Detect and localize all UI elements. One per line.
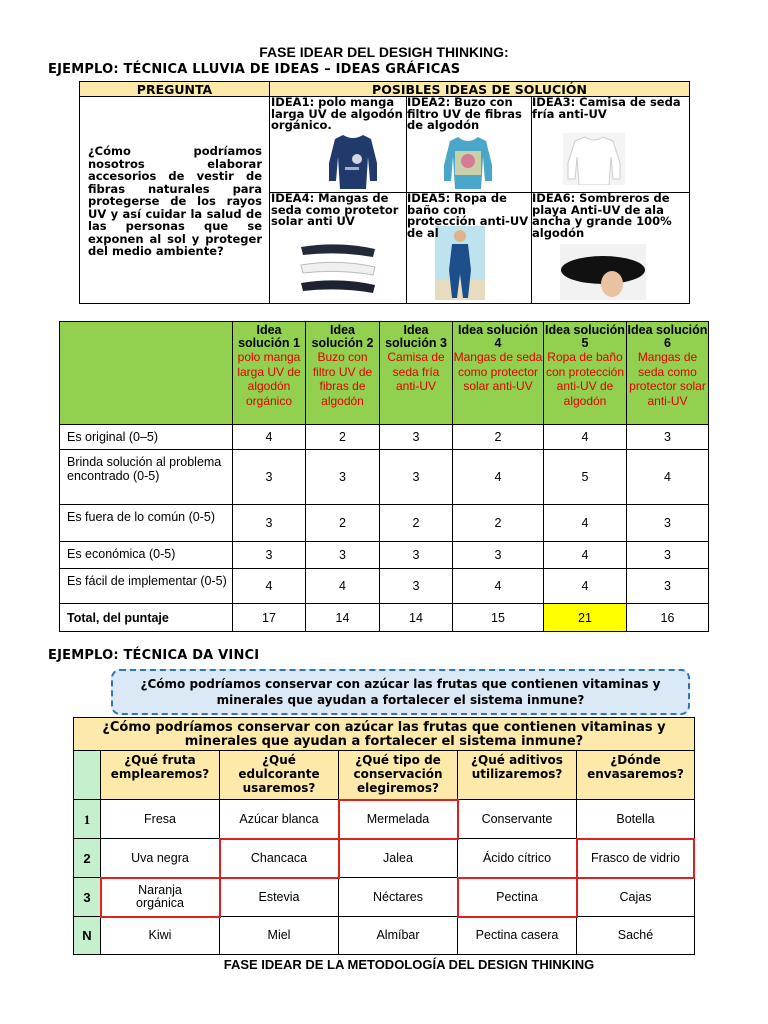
option-cell: Jalea — [339, 839, 458, 878]
row-index: 3 — [74, 878, 101, 917]
score-cell: 3 — [627, 505, 709, 542]
score-cell: 4 — [627, 450, 709, 505]
idea-6 — [532, 193, 689, 303]
sleeves-image — [299, 239, 377, 301]
option-cell: Néctares — [339, 878, 458, 917]
row-index: N — [74, 917, 101, 954]
idea-2-text: IDEA2: Buzo con filtro UV de fibras de algodón — [407, 97, 522, 132]
idea-3 — [532, 97, 689, 192]
example1-heading: EJEMPLO: TÉCNICA LLUVIA DE IDEAS – IDEAS GRÁFICAS — [48, 62, 461, 77]
solution-3-header: Idea solución 3 Camisa de seda fría anti-UV — [380, 322, 453, 425]
option-cell: Chancaca — [220, 839, 339, 878]
score-cell: 3 — [380, 425, 453, 450]
option-cell: Mermelada — [339, 800, 458, 839]
score-cell: 3 — [233, 542, 306, 569]
example2-heading: EJEMPLO: TÉCNICA DA VINCI — [48, 648, 260, 663]
score-cell: 4 — [453, 569, 544, 604]
idea-5-text: IDEA5: Ropa de baño con protección anti-UV de al — [407, 193, 529, 240]
question-sweetener: ¿Qué edulcorante usaremos? — [220, 751, 339, 800]
total-cell: 14 — [380, 604, 453, 632]
option-cell: Ácido cítrico — [458, 839, 577, 878]
table-row — [60, 569, 709, 604]
evaluation-table — [59, 321, 709, 632]
score-cell: 2 — [306, 505, 380, 542]
table-row — [60, 542, 709, 569]
question-callout: ¿Cómo podríamos conservar con azúcar las frutas que contienen vitaminas y minerales que ayudan a fortalecer el sistema inmune? — [111, 669, 690, 715]
total-cell: 17 — [233, 604, 306, 632]
option-cell: Miel — [220, 917, 339, 954]
score-cell: 2 — [453, 425, 544, 450]
score-cell: 3 — [380, 542, 453, 569]
option-cell: Pectina — [458, 878, 577, 917]
davinci-table-title: ¿Cómo podríamos conservar con azúcar las frutas que contienen vitaminas y minerales que ayudan a fortalecer el sistema inmune? — [74, 718, 694, 751]
row-index: 2 — [74, 839, 101, 878]
idea-3-text: IDEA3: Camisa de seda fría anti-UV — [532, 97, 681, 121]
score-cell: 4 — [544, 425, 627, 450]
option-cell: Pectina casera — [458, 917, 577, 954]
option-cell: Naranja orgánica — [101, 878, 220, 917]
score-cell: 4 — [544, 542, 627, 569]
option-cell: Kiwi — [101, 917, 220, 954]
evaluation-header-row — [60, 322, 709, 425]
question-packaging: ¿Dónde envasaremos? — [577, 751, 694, 800]
total-cell-highlighted: 21 — [544, 604, 627, 632]
score-cell: 2 — [380, 505, 453, 542]
score-cell: 2 — [306, 425, 380, 450]
table-row — [60, 450, 709, 505]
option-cell: Botella — [577, 800, 694, 839]
score-cell: 5 — [544, 450, 627, 505]
total-cell: 14 — [306, 604, 380, 632]
option-cell: Estevia — [220, 878, 339, 917]
score-cell: 3 — [233, 505, 306, 542]
option-cell: Saché — [617, 928, 654, 942]
davinci-table — [73, 717, 695, 955]
brainstorm-table — [79, 81, 690, 304]
hoodie-image — [443, 135, 493, 189]
score-cell: 3 — [627, 542, 709, 569]
page-title: FASE IDEAR DEL DESIGH THINKING: — [259, 44, 509, 60]
brainstorm-table-header — [80, 82, 689, 97]
total-row — [60, 604, 709, 632]
solution-6-header: Idea solución 6 Mangas de seda como protector solar anti-UV — [627, 322, 709, 425]
question-text: ¿Cómo podríamos nosotros elaborar accesorios de vestir de fibras naturales para protegerse de los rayos UV y así cuidar la salud de las personas que se exponen al sol y proteger del medio ambiente? — [88, 144, 262, 258]
option-cell: Azúcar blanca — [220, 800, 339, 839]
idea-1-text: IDEA1: polo manga larga UV de algodón orgánico. — [271, 97, 403, 132]
solution-4-header: Idea solución 4 Mangas de seda como protector solar anti-UV — [453, 322, 544, 425]
score-cell: 3 — [306, 542, 380, 569]
score-cell: 3 — [380, 569, 453, 604]
idea-6-text: IDEA6: Sombreros de playa Anti-UV de ala ancha y grande 100% algodón — [532, 193, 672, 240]
score-cell: 4 — [453, 450, 544, 505]
score-cell: 4 — [233, 569, 306, 604]
idea-2 — [407, 97, 530, 192]
header-question: PREGUNTA — [80, 82, 270, 97]
question-conservation: ¿Qué tipo de conservación elegiremos? — [339, 751, 458, 800]
table-row — [60, 505, 709, 542]
score-cell: 4 — [544, 505, 627, 542]
total-cell: 16 — [627, 604, 709, 632]
score-cell: 3 — [306, 450, 380, 505]
hat-image — [560, 244, 646, 300]
solution-5-header: Idea solución 5 Ropa de baño con protección anti-UV de algodón — [544, 322, 627, 425]
option-cell: Almíbar — [339, 917, 458, 954]
question-additives: ¿Qué aditivos utilizaremos? — [458, 751, 577, 800]
white-shirt-image — [563, 133, 625, 185]
score-cell: 2 — [453, 505, 544, 542]
total-cell: 15 — [453, 604, 544, 632]
header-ideas: POSIBLES IDEAS DE SOLUCIÓN — [372, 82, 587, 97]
shirt-image — [327, 133, 379, 189]
score-cell: 3 — [627, 425, 709, 450]
option-cell: Frasco de vidrio — [577, 839, 694, 878]
option-cell: Uva negra — [101, 839, 220, 878]
criterion-label: Brinda solución al problema encontrado (0-5) — [60, 450, 233, 505]
idea-1 — [271, 97, 405, 192]
idea-4-text: IDEA4: Mangas de seda como protetor solar anti UV — [271, 193, 399, 228]
score-cell: 4 — [306, 569, 380, 604]
score-cell: 3 — [453, 542, 544, 569]
idea-5 — [407, 193, 530, 303]
score-cell: 3 — [380, 450, 453, 505]
option-cell: Conservante — [458, 800, 577, 839]
evaluation-header-empty — [60, 322, 233, 425]
solution-2-header: Idea solución 2 Buzo con filtro UV de fibras de algodón — [306, 322, 380, 425]
criterion-label: Es económica (0-5) — [60, 542, 233, 569]
criterion-label: Es fácil de implementar (0-5) — [60, 569, 233, 604]
criterion-label: Es fuera de lo común (0-5) — [60, 505, 233, 542]
index-header-empty — [74, 751, 101, 800]
question-cell — [80, 97, 270, 303]
total-label: Total, del puntaje — [60, 604, 233, 632]
solution-1-header: Idea solución 1 polo manga larga UV de algodón orgánico — [233, 322, 306, 425]
criterion-label: Es original (0–5) — [60, 425, 233, 450]
idea-4 — [271, 193, 405, 303]
option-cell: Fresa — [101, 800, 220, 839]
score-cell: 3 — [627, 569, 709, 604]
score-cell: 4 — [233, 425, 306, 450]
table-row — [60, 425, 709, 450]
option-cell: Cajas — [577, 878, 694, 917]
question-fruit: ¿Qué fruta emplearemos? — [101, 751, 220, 800]
footer-caption: FASE IDEAR DE LA METODOLOGÍA DEL DESIGN THINKING — [223, 957, 595, 972]
score-cell: 3 — [233, 450, 306, 505]
score-cell: 4 — [544, 569, 627, 604]
row-index: 1 — [74, 800, 101, 839]
